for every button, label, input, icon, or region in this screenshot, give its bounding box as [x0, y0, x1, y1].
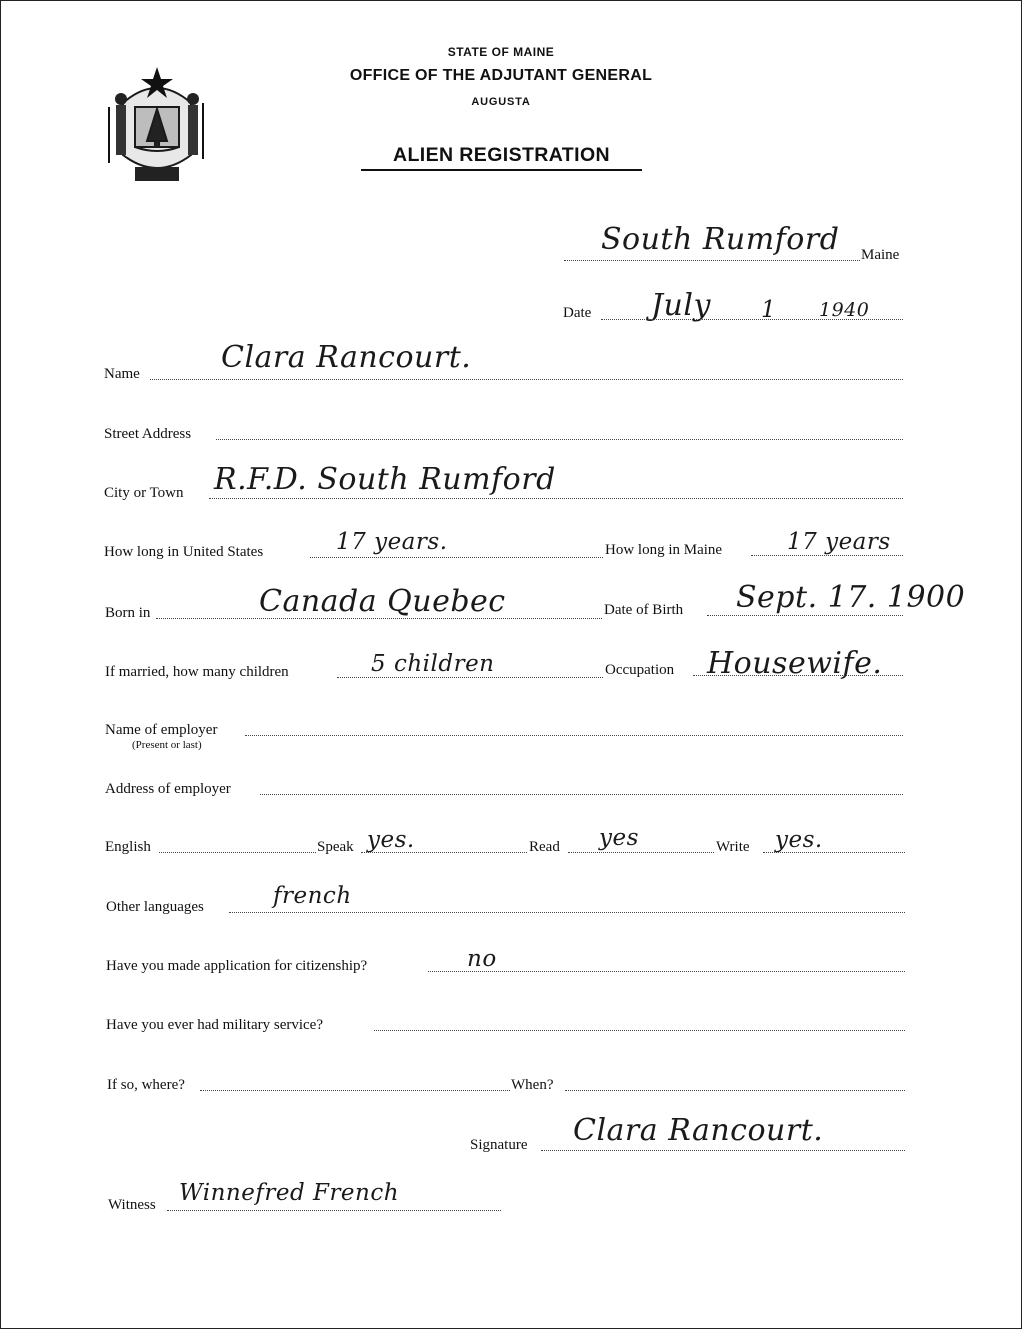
how-long-us-label: How long in United States	[104, 544, 264, 560]
signature-value: Clara Rancourt.	[573, 1113, 824, 1148]
office-heading: OFFICE OF THE ADJUTANT GENERAL	[349, 67, 653, 84]
date-year: 1940	[819, 299, 870, 321]
read-value: yes	[599, 825, 639, 851]
citizenship-line	[428, 971, 905, 972]
how-long-maine-line	[751, 555, 903, 556]
form-title: ALIEN REGISTRATION	[361, 144, 642, 171]
children-value: 5 children	[371, 651, 495, 677]
where-label: If so, where?	[107, 1077, 185, 1093]
military-line	[374, 1030, 905, 1031]
read-line	[568, 852, 714, 853]
date-day: 1	[761, 297, 777, 323]
date-line	[601, 319, 903, 320]
military-label: Have you ever had military service?	[106, 1017, 323, 1033]
city-value: R.F.D. South Rumford	[214, 462, 556, 497]
born-in-value: Canada Quebec	[259, 584, 506, 619]
city-heading: AUGUSTA	[471, 96, 531, 108]
name-line	[150, 379, 903, 380]
citizenship-value: no	[467, 946, 497, 972]
english-label: English	[105, 839, 151, 855]
citizenship-label: Have you made application for citizenship?	[106, 958, 368, 974]
signature-line	[541, 1150, 905, 1151]
employer-address-line	[260, 794, 903, 795]
date-of-birth-line	[707, 615, 903, 616]
date-of-birth-label: Date of Birth	[604, 602, 684, 618]
speak-line	[361, 852, 527, 853]
other-languages-label: Other languages	[106, 899, 204, 915]
state-heading: STATE OF MAINE	[447, 45, 555, 59]
speak-value: yes.	[367, 827, 415, 853]
witness-value: Winnefred French	[179, 1180, 400, 1206]
place-suffix: Maine	[861, 247, 900, 263]
occupation-line	[693, 675, 903, 676]
read-label: Read	[529, 839, 560, 855]
where-line	[200, 1090, 510, 1091]
street-line	[216, 439, 903, 440]
how-long-us-line	[310, 557, 603, 558]
name-label: Name	[104, 366, 140, 382]
write-label: Write	[716, 839, 750, 855]
english-line	[159, 852, 316, 853]
city-line	[209, 498, 903, 499]
employer-address-label: Address of employer	[105, 781, 231, 797]
born-in-line	[156, 618, 602, 619]
date-month: July	[651, 288, 711, 323]
other-languages-line	[229, 912, 905, 913]
date-label: Date	[563, 305, 592, 321]
place-value: South Rumford	[601, 222, 840, 257]
place-line	[564, 260, 860, 261]
name-value: Clara Rancourt.	[221, 340, 472, 375]
witness-line	[167, 1210, 501, 1211]
how-long-maine-value: 17 years	[787, 529, 891, 555]
signature-label: Signature	[470, 1137, 528, 1153]
occupation-value: Housewife.	[707, 646, 883, 681]
state-seal-icon	[105, 63, 209, 189]
when-label: When?	[511, 1077, 554, 1093]
how-long-maine-label: How long in Maine	[605, 542, 723, 558]
witness-label: Witness	[108, 1197, 156, 1213]
children-label: If married, how many children	[105, 664, 289, 680]
other-languages-value: french	[273, 883, 352, 909]
employer-name-label: Name of employer	[105, 722, 218, 738]
employer-name-sublabel: (Present or last)	[132, 739, 202, 751]
children-line	[337, 677, 603, 678]
street-label: Street Address	[104, 426, 192, 442]
city-label: City or Town	[104, 485, 184, 501]
date-of-birth-value: Sept. 17. 1900	[736, 580, 966, 615]
when-line	[565, 1090, 905, 1091]
speak-label: Speak	[317, 839, 354, 855]
employer-name-line	[245, 735, 903, 736]
write-line	[763, 852, 905, 853]
write-value: yes.	[775, 827, 823, 853]
how-long-us-value: 17 years.	[336, 529, 448, 555]
occupation-label: Occupation	[605, 662, 675, 678]
born-in-label: Born in	[105, 605, 151, 621]
